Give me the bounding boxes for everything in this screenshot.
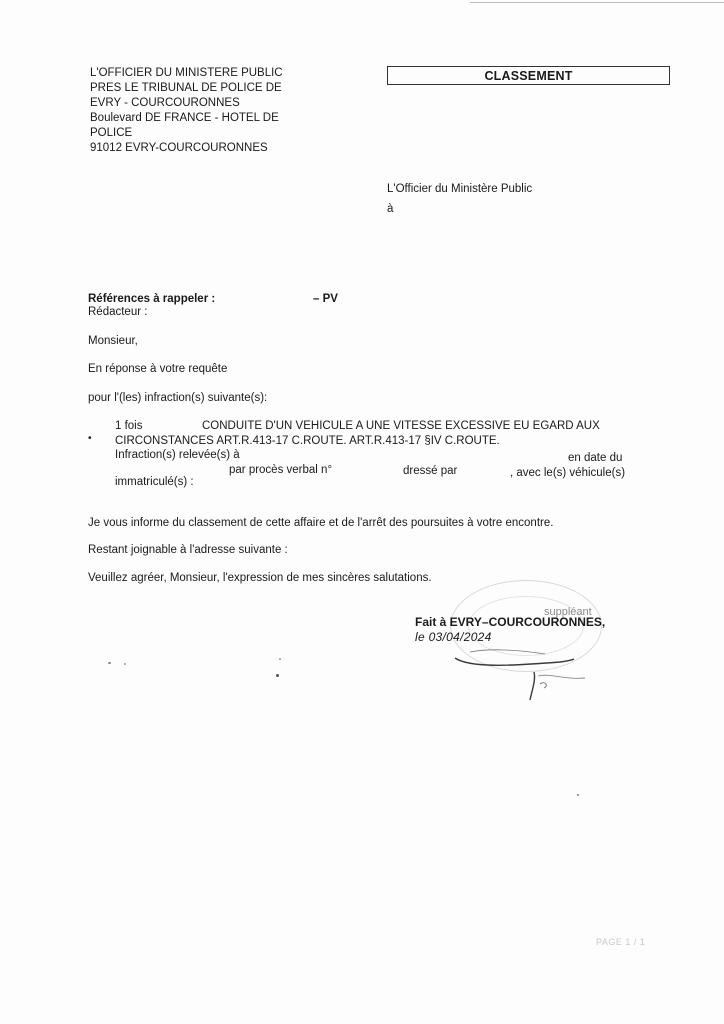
sender-line: EVRY - COURCOURONNES xyxy=(90,97,240,109)
document-title: CLASSEMENT xyxy=(484,68,573,83)
document-title-box xyxy=(387,66,670,85)
page-number: PAGE 1 / 1 xyxy=(596,937,646,947)
signature-place: Fait à EVRY–COURCOURONNES, xyxy=(415,615,606,629)
handwritten-signature xyxy=(450,640,600,705)
signature-date: le 03/04/2024 xyxy=(415,630,492,644)
reply-line: En réponse à votre requête xyxy=(88,363,228,375)
immatricule-label: immatriculé(s) : xyxy=(115,476,194,488)
infractions-intro: pour l'(les) infraction(s) suivante(s): xyxy=(88,392,268,404)
sender-line: L'OFFICIER DU MINISTERE PUBLIC xyxy=(90,67,283,79)
scan-speck xyxy=(108,662,111,664)
infraction-relevee: Infraction(s) relevée(s) à xyxy=(115,449,240,461)
salutation: Monsieur, xyxy=(88,335,138,347)
references-label: Références à rappeler : xyxy=(88,293,216,305)
sender-line: POLICE xyxy=(90,127,133,139)
sender-line: PRES LE TRIBUNAL DE POLICE DE xyxy=(90,82,282,94)
dresse-par-label: dressé par xyxy=(403,465,458,477)
infraction-text-line2: CIRCONSTANCES ART.R.413-17 C.ROUTE. ART.R.413-17 §IV C.ROUTE. xyxy=(115,435,500,447)
recipient-from: L'Officier du Ministère Public xyxy=(387,183,533,195)
inform-paragraph: Je vous informe du classement de cette affaire et de l'arrêt des poursuites à votre encontre. xyxy=(88,517,554,529)
closing-paragraph: Veuillez agréer, Monsieur, l'expression de mes sincères salutations. xyxy=(88,572,432,584)
vehicule-label: , avec le(s) véhicule(s) xyxy=(510,467,626,479)
scan-speck xyxy=(577,794,579,796)
redacteur-label: Rédacteur : xyxy=(88,306,148,318)
scan-speck xyxy=(276,674,279,677)
list-bullet: • xyxy=(88,433,92,444)
joignable-paragraph: Restant joignable à l'adresse suivante : xyxy=(88,544,288,556)
top-scan-line xyxy=(470,2,724,3)
sender-line: Boulevard DE FRANCE - HOTEL DE xyxy=(90,112,279,124)
recipient-to: à xyxy=(387,203,394,215)
infraction-text-line1: CONDUITE D'UN VEHICULE A UNE VITESSE EXCESSIVE EU EGARD AUX xyxy=(202,420,600,432)
proces-verbal-label: par procès verbal n° xyxy=(229,464,333,476)
infraction-count: 1 fois xyxy=(115,420,143,432)
scan-speck xyxy=(124,663,126,665)
sender-address-block xyxy=(90,66,283,156)
scan-speck xyxy=(279,658,281,660)
references-pv: – PV xyxy=(313,293,338,305)
sender-line: 91012 EVRY-COURCOURONNES xyxy=(90,142,268,154)
suppleant-mention: suppléant xyxy=(544,606,592,618)
en-date-du: en date du xyxy=(568,452,623,464)
